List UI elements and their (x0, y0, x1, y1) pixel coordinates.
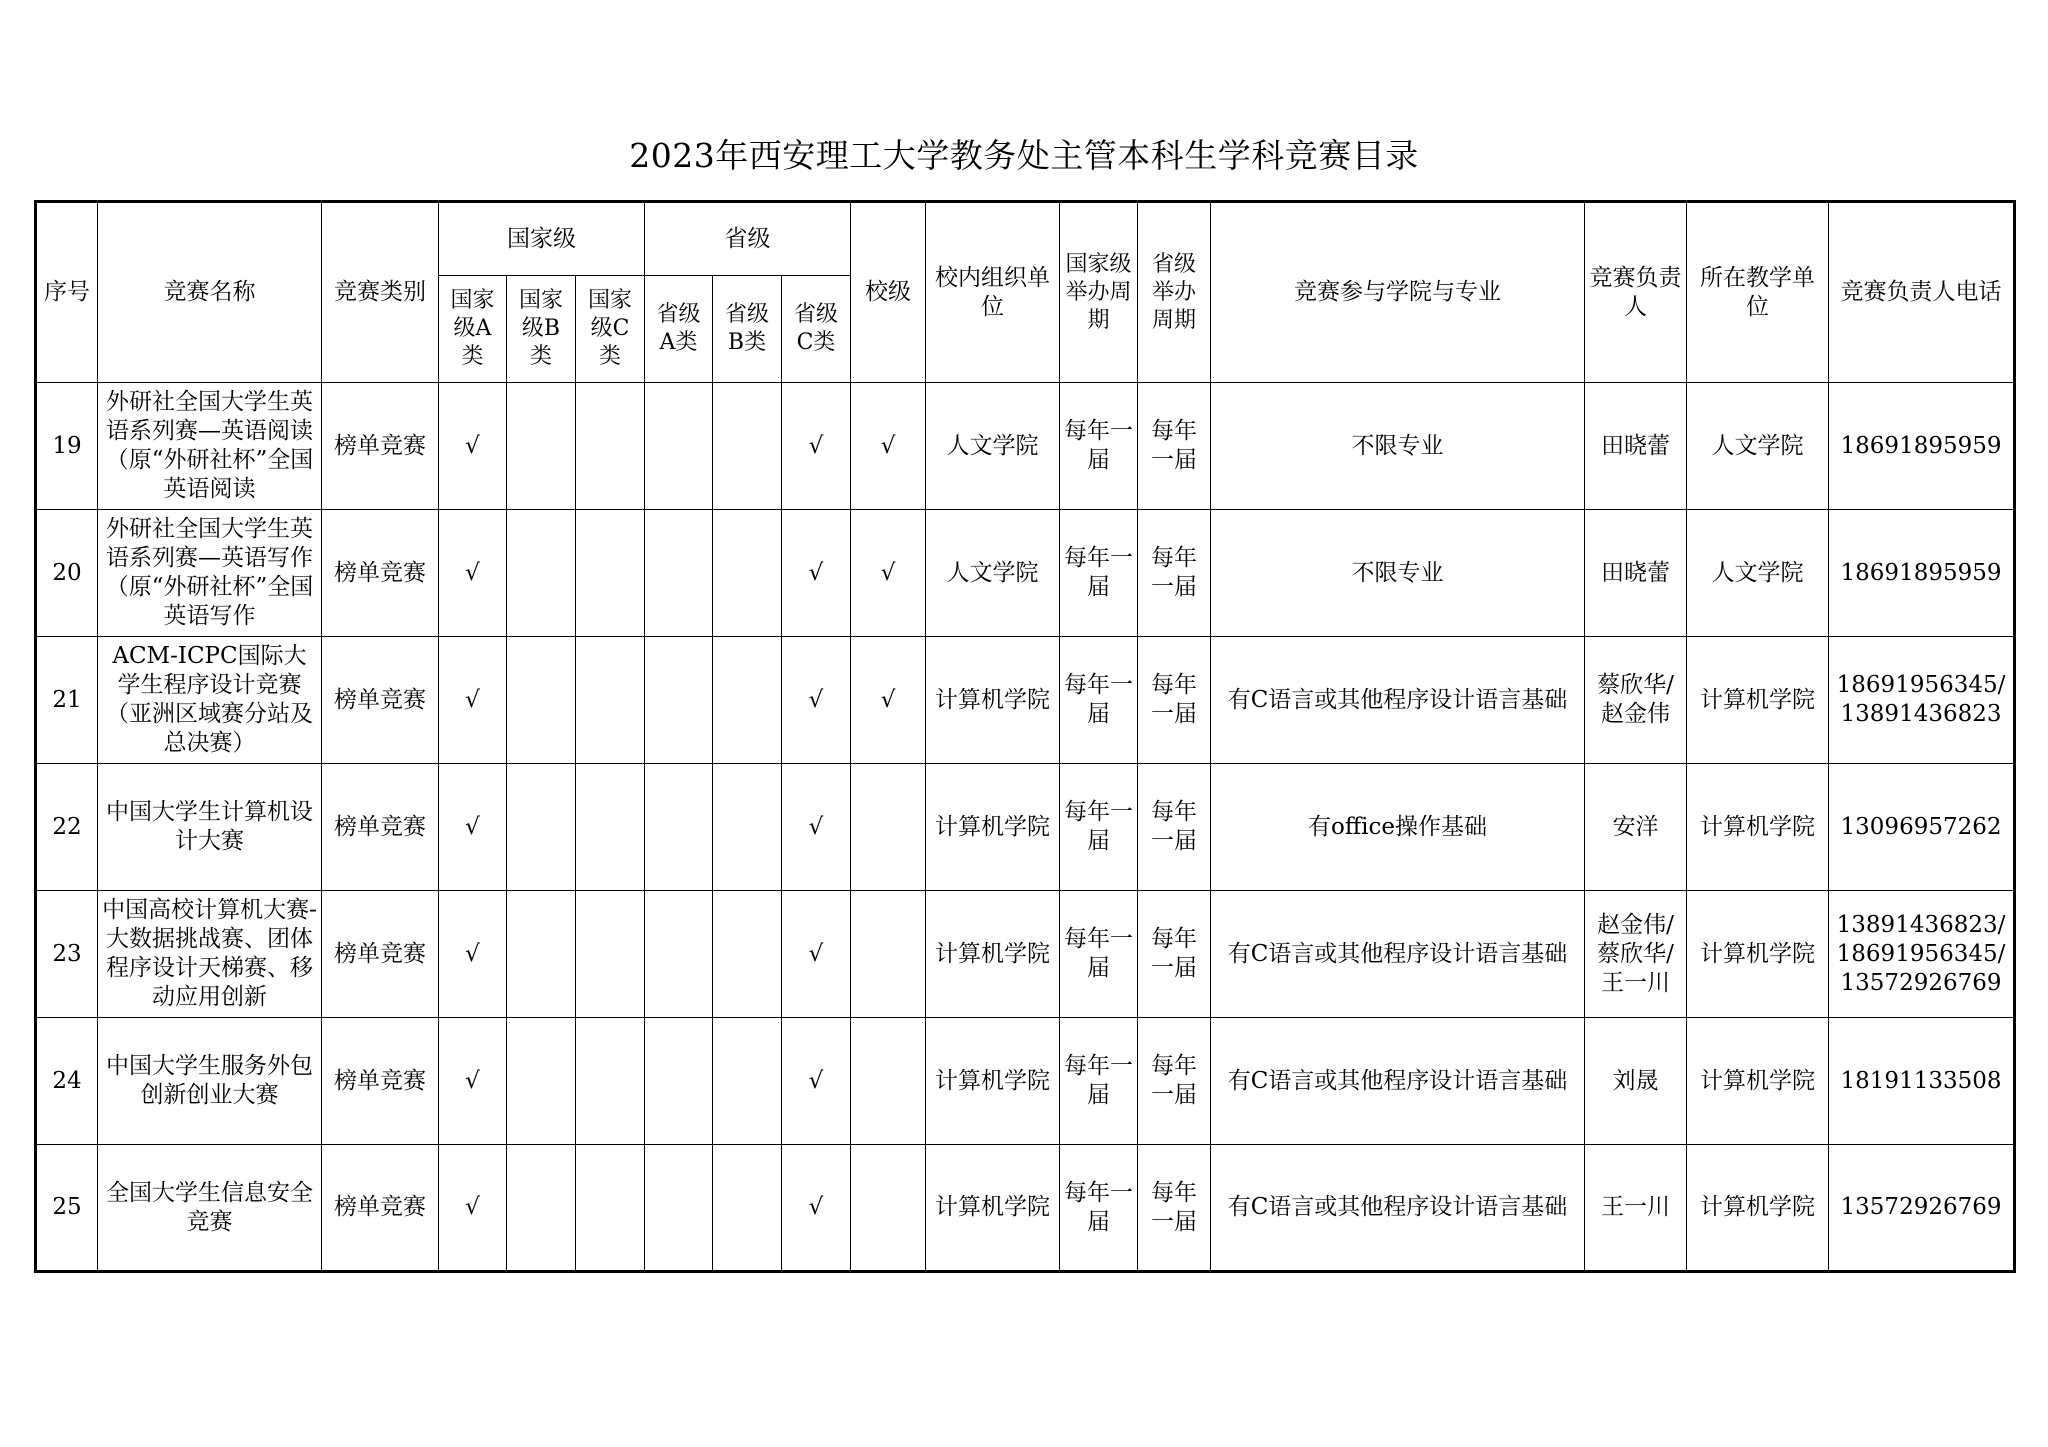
header-name: 竞赛名称 (98, 202, 322, 383)
cell-participants: 有C语言或其他程序设计语言基础 (1211, 637, 1585, 764)
cell-provincial-b (713, 1018, 782, 1145)
header-teaching-unit: 所在教学单位 (1687, 202, 1829, 383)
cell-provincial-c: √ (782, 510, 851, 637)
cell-national-b (507, 764, 576, 891)
competition-name: 中国高校计算机大赛-大数据挑战赛、团体程序设计天梯赛、移动应用创新 (102, 897, 317, 1010)
cell-leader: 安洋 (1585, 764, 1687, 891)
cell-provincial-c: √ (782, 1018, 851, 1145)
cell-category: 榜单竞赛 (322, 1145, 439, 1272)
cell-participants: 有C语言或其他程序设计语言基础 (1211, 1145, 1585, 1272)
header-national-b: 国家级B类 (507, 276, 576, 383)
cell-national-c (576, 510, 645, 637)
cell-provincial-c: √ (782, 637, 851, 764)
header-row-top (36, 202, 2015, 276)
header-provincial-c: 省级C类 (782, 276, 851, 383)
cell-org-unit: 计算机学院 (926, 1145, 1060, 1272)
header-national-c: 国家级C类 (576, 276, 645, 383)
header-national-a: 国家级A类 (439, 276, 507, 383)
competition-name: 中国大学生计算机设计大赛 (106, 799, 313, 854)
cell-provincial-a (645, 891, 713, 1018)
cell-national-a: √ (439, 383, 507, 510)
cell-school: √ (851, 637, 926, 764)
table-row (36, 637, 2015, 764)
cell-provincial-c: √ (782, 383, 851, 510)
header-provincial-b: 省级B类 (713, 276, 782, 383)
cell-leader: 赵金伟/蔡欣华/王一川 (1585, 891, 1687, 1018)
cell-national-a: √ (439, 764, 507, 891)
cell-name (98, 383, 322, 510)
cell-school (851, 1018, 926, 1145)
cell-provincial-c: √ (782, 1145, 851, 1272)
header-national-group: 国家级 (439, 202, 645, 276)
cell-org-unit: 人文学院 (926, 383, 1060, 510)
cell-provincial-a (645, 1018, 713, 1145)
cell-national-cycle: 每年一届 (1060, 764, 1138, 891)
cell-phone: 18691956345/13891436823 (1829, 637, 2015, 764)
cell-category: 榜单竞赛 (322, 891, 439, 1018)
cell-provincial-b (713, 637, 782, 764)
cell-teaching-unit: 计算机学院 (1687, 637, 1829, 764)
cell-provincial-a (645, 637, 713, 764)
cell-national-b (507, 637, 576, 764)
cell-leader: 田晓蕾 (1585, 510, 1687, 637)
cell-leader: 王一川 (1585, 1145, 1687, 1272)
cell-provincial-cycle: 每年一届 (1138, 637, 1211, 764)
cell-teaching-unit: 人文学院 (1687, 510, 1829, 637)
cell-name (98, 764, 322, 891)
cell-leader: 蔡欣华/赵金伟 (1585, 637, 1687, 764)
cell-seq: 21 (36, 637, 98, 764)
cell-national-a: √ (439, 1018, 507, 1145)
cell-seq: 20 (36, 510, 98, 637)
cell-provincial-cycle: 每年一届 (1138, 891, 1211, 1018)
cell-name (98, 1018, 322, 1145)
cell-provincial-c: √ (782, 891, 851, 1018)
cell-seq: 22 (36, 764, 98, 891)
cell-national-cycle: 每年一届 (1060, 510, 1138, 637)
cell-org-unit: 计算机学院 (926, 764, 1060, 891)
cell-name (98, 1145, 322, 1272)
header-seq: 序号 (36, 202, 98, 383)
cell-provincial-c: √ (782, 764, 851, 891)
header-participants: 竞赛参与学院与专业 (1211, 202, 1585, 383)
cell-school (851, 764, 926, 891)
cell-provincial-b (713, 764, 782, 891)
cell-teaching-unit: 人文学院 (1687, 383, 1829, 510)
table-row (36, 1145, 2015, 1272)
cell-national-c (576, 764, 645, 891)
cell-category: 榜单竞赛 (322, 637, 439, 764)
table-row (36, 764, 2015, 891)
cell-national-cycle: 每年一届 (1060, 637, 1138, 764)
table-row (36, 1018, 2015, 1145)
competition-table (34, 200, 2016, 1273)
cell-name (98, 510, 322, 637)
header-category: 竞赛类别 (322, 202, 439, 383)
cell-national-b (507, 1145, 576, 1272)
cell-org-unit: 人文学院 (926, 510, 1060, 637)
cell-provincial-cycle: 每年一届 (1138, 1018, 1211, 1145)
cell-phone: 13572926769 (1829, 1145, 2015, 1272)
header-provincial-a: 省级A类 (645, 276, 713, 383)
competition-name: 全国大学生信息安全竞赛 (106, 1179, 313, 1235)
cell-provincial-a (645, 764, 713, 891)
cell-national-c (576, 637, 645, 764)
cell-leader: 田晓蕾 (1585, 383, 1687, 510)
cell-phone: 18191133508 (1829, 1018, 2015, 1145)
cell-school (851, 1145, 926, 1272)
cell-provincial-cycle: 每年一届 (1138, 1145, 1211, 1272)
cell-provincial-cycle: 每年一届 (1138, 383, 1211, 510)
cell-phone: 18691895959 (1829, 383, 2015, 510)
cell-provincial-b (713, 383, 782, 510)
cell-participants: 有C语言或其他程序设计语言基础 (1211, 1018, 1585, 1145)
competition-name: ACM-ICPC国际大学生程序设计竞赛（亚洲区域赛分站及总决赛） (106, 643, 313, 756)
header-leader: 竞赛负责人 (1585, 202, 1687, 383)
cell-national-cycle: 每年一届 (1060, 1145, 1138, 1272)
cell-provincial-b (713, 1145, 782, 1272)
cell-participants: 不限专业 (1211, 510, 1585, 637)
cell-seq: 25 (36, 1145, 98, 1272)
header-org-unit: 校内组织单位 (926, 202, 1060, 383)
cell-category: 榜单竞赛 (322, 764, 439, 891)
table-row (36, 891, 2015, 1018)
competition-name: 外研社全国大学生英语系列赛—英语写作（原“外研社杯”全国英语写作 (105, 516, 314, 629)
cell-org-unit: 计算机学院 (926, 637, 1060, 764)
cell-national-c (576, 383, 645, 510)
cell-category: 榜单竞赛 (322, 510, 439, 637)
cell-seq: 24 (36, 1018, 98, 1145)
cell-provincial-a (645, 510, 713, 637)
cell-phone: 18691895959 (1829, 510, 2015, 637)
cell-name (98, 637, 322, 764)
cell-phone: 13891436823/18691956345/13572926769 (1829, 891, 2015, 1018)
cell-provincial-a (645, 383, 713, 510)
cell-participants: 有office操作基础 (1211, 764, 1585, 891)
cell-provincial-b (713, 891, 782, 1018)
cell-provincial-cycle: 每年一届 (1138, 764, 1211, 891)
cell-participants: 有C语言或其他程序设计语言基础 (1211, 891, 1585, 1018)
cell-provincial-a (645, 1145, 713, 1272)
cell-national-b (507, 891, 576, 1018)
cell-national-b (507, 510, 576, 637)
cell-national-c (576, 1018, 645, 1145)
cell-teaching-unit: 计算机学院 (1687, 764, 1829, 891)
header-phone: 竞赛负责人电话 (1829, 202, 2015, 383)
cell-teaching-unit: 计算机学院 (1687, 1145, 1829, 1272)
cell-seq: 19 (36, 383, 98, 510)
cell-phone: 13096957262 (1829, 764, 2015, 891)
header-provincial-group: 省级 (645, 202, 851, 276)
cell-national-a: √ (439, 1145, 507, 1272)
cell-seq: 23 (36, 891, 98, 1018)
table-row (36, 510, 2015, 637)
table-row (36, 383, 2015, 510)
cell-national-a: √ (439, 637, 507, 764)
header-national-cycle: 国家级举办周期 (1060, 202, 1138, 383)
competition-name: 中国大学生服务外包创新创业大赛 (106, 1053, 313, 1108)
cell-teaching-unit: 计算机学院 (1687, 1018, 1829, 1145)
cell-school: √ (851, 510, 926, 637)
cell-category: 榜单竞赛 (322, 383, 439, 510)
header-school: 校级 (851, 202, 926, 383)
header-provincial-cycle: 省级举办周期 (1138, 202, 1211, 383)
cell-provincial-b (713, 510, 782, 637)
cell-national-cycle: 每年一届 (1060, 1018, 1138, 1145)
cell-national-a: √ (439, 891, 507, 1018)
cell-leader: 刘晟 (1585, 1018, 1687, 1145)
cell-national-c (576, 891, 645, 1018)
document-title: 2023年西安理工大学教务处主管本科生学科竞赛目录 (629, 136, 1419, 175)
cell-national-b (507, 383, 576, 510)
cell-school: √ (851, 383, 926, 510)
cell-name (98, 891, 322, 1018)
cell-national-c (576, 1145, 645, 1272)
cell-school (851, 891, 926, 1018)
cell-national-a: √ (439, 510, 507, 637)
cell-teaching-unit: 计算机学院 (1687, 891, 1829, 1018)
cell-participants: 不限专业 (1211, 383, 1585, 510)
competition-name: 外研社全国大学生英语系列赛—英语阅读（原“外研社杯”全国英语阅读 (105, 389, 314, 502)
cell-provincial-cycle: 每年一届 (1138, 510, 1211, 637)
cell-org-unit: 计算机学院 (926, 891, 1060, 1018)
cell-national-cycle: 每年一届 (1060, 383, 1138, 510)
cell-national-b (507, 1018, 576, 1145)
cell-category: 榜单竞赛 (322, 1018, 439, 1145)
cell-national-cycle: 每年一届 (1060, 891, 1138, 1018)
cell-org-unit: 计算机学院 (926, 1018, 1060, 1145)
